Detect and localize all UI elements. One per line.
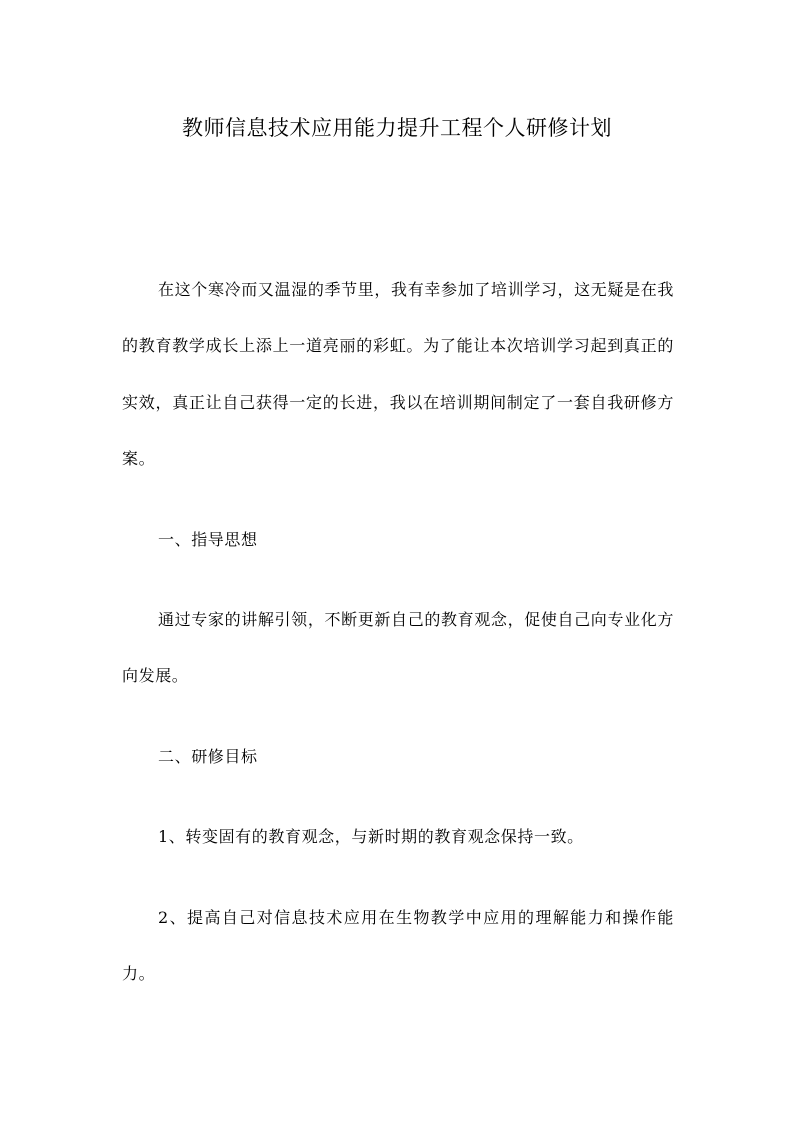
list-item-goal-2: 2、提高自己对信息技术应用在生物教学中应用的理解能力和操作能力。 <box>122 907 674 984</box>
document-title: 教师信息技术应用能力提升工程个人研修计划 <box>182 116 612 140</box>
heading-guiding-ideology: 一、指导思想 <box>158 529 258 549</box>
heading-study-goals: 二、研修目标 <box>158 746 258 766</box>
paragraph-guiding-ideology: 通过专家的讲解引领，不断更新自己的教育观念，促使自己向专业化方向发展。 <box>122 610 674 686</box>
document-body <box>122 262 674 1002</box>
paragraph-intro: 在这个寒冷而又温湿的季节里，我有幸参加了培训学习，这无疑是在我的教育教学成长上添上一道亮丽的彩虹。为了能让本次培训学习起到真正的实效，真正让自己获得一定的长进，我以在培训期间制定了一套自我研修方案。 <box>122 280 674 469</box>
list-item-goal-1: 1、转变固有的教育观念，与新时期的教育观念保持一致。 <box>158 827 584 847</box>
